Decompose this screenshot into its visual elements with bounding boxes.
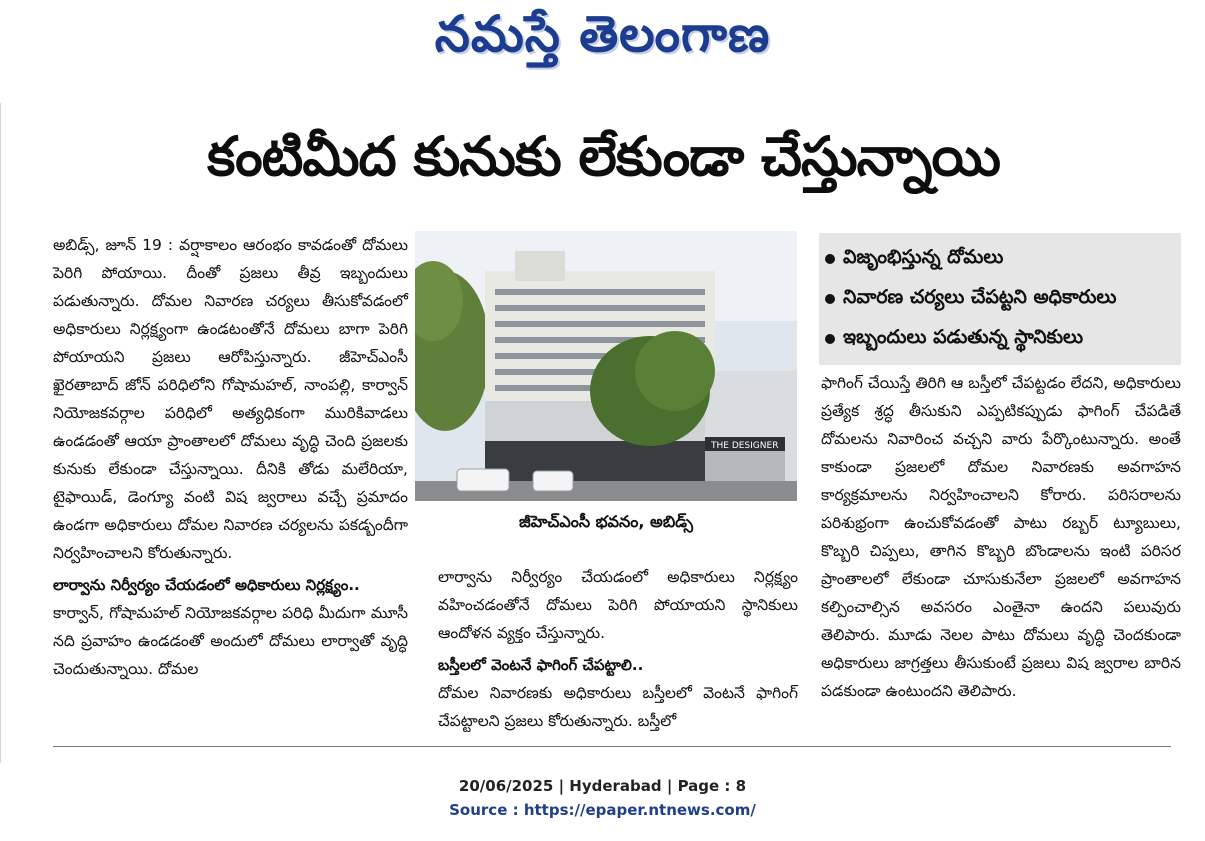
paragraph: ఫాగింగ్ చేయిస్తే తిరిగి ఆ బస్తీలో చేపట్టడం లేదని, అధికారులు ప్రత్యేక శ్రద్ధ తీసుకుని ఎప్పటికప్పుడు ఫాగింగ్ చేపడితే దోమలను నివారించ వచ్చని వారు పేర్కొంటున్నారు. అంతే కాకుండా ప్రజలలో దోమల నివారణకు అవగాహన కార్యక్రమాలను నిర్వహించాలని కోరారు. పరిసరాలను పరిశుభ్రంగా ఉంచుకోవడంతో పాటు రబ్బర్ ట్యూబులు, కొబ్బరి చిప్పలు, తాగిన కొబ్బరి బొండాలను ఇంటి పరిసర ప్రాంతాలలో లేకుండా చూసుకునేలా ప్రజలలో అవగాహన కల్పించాల్సిన అవసరం ఎంతైనా ఉందని పలువురు తెలిపారు. మూడు నెలల పాటు దోమలు వృద్ధి చెందకుండా అధికారులు జాగ్రత్తలు తీసుకుంటే ప్రజలు విష జ్వరాల బారిన పడకుండా ఉంటుందని తెలిపారు. (821, 374, 1181, 700)
subheading: బస్తీలలో వెంటనే ఫాగింగ్ చేపట్టాలి.. (438, 656, 644, 674)
bottom-rule (53, 746, 1171, 747)
highlight-text: ఇబ్బందులు పడుతున్న స్థానికులు (843, 325, 1084, 348)
page-footer (0, 774, 1205, 822)
edition-info: 20/06/2025 | Hyderabad | Page : 8 (458, 777, 747, 795)
highlight-text: నివారణ చర్యలు చేపట్టని అధికారులు (843, 285, 1117, 308)
subheading: లార్వాను నిర్వీర్యం చేయడంలో అధికారులు నిర్లక్ష్యం.. (53, 576, 360, 594)
highlight-item (825, 239, 1175, 279)
article-column-2 (438, 563, 798, 735)
article-clip (0, 103, 1205, 763)
source-link[interactable]: Source : https://epaper.ntnews.com/ (449, 801, 756, 819)
highlight-item (825, 319, 1175, 359)
photo-caption: జీహెచ్ఎంసీ భవనం, అబిడ్స్ (519, 511, 693, 531)
article-column-3 (821, 369, 1181, 705)
masthead (0, 0, 1205, 80)
bullet-icon (825, 334, 835, 344)
paragraph: కార్వాన్, గోషామహల్ నియోజకవర్గాల పరిధి మీదుగా మూసీ నది ప్రవాహం ఉండడంతో అందులో దోమలు లార్వాతో వృద్ధి చెందుతున్నాయి. దోమల (53, 604, 408, 678)
paragraph: లార్వాను నిర్వీర్యం చేయడంలో అధికారులు నిర్లక్ష్యం వహించడంతోనే దోమలు పెరిగి పోయాయని స్థానికులు ఆందోళన వ్యక్తం చేస్తున్నారు. (438, 568, 798, 642)
building-photo (415, 231, 797, 601)
newspaper-logo: నమస్తే తెలంగాణ (434, 4, 771, 63)
bullet-icon (825, 294, 835, 304)
highlights-box (819, 233, 1181, 365)
building-photo-image (415, 231, 797, 501)
highlight-item (825, 279, 1175, 319)
article-headline: కంటిమీద కునుకు లేకుండా చేస్తున్నాయి (207, 124, 1000, 188)
bullet-icon (825, 254, 835, 264)
paragraph: దోమల నివారణకు అధికారులు బస్తీలలో వెంటనే ఫాగింగ్ చేపట్టాలని ప్రజలు కోరుతున్నారు. బస్తీలో (438, 684, 798, 730)
article-column-1 (53, 231, 408, 683)
paragraph: అబిడ్స్, జూన్ 19 : వర్షాకాలం ఆరంభం కావడంతో దోమలు పెరిగి పోయాయి. దీంతో ప్రజలు తీవ్ర ఇబ్బందులు పడుతున్నారు. దోమల నివారణ చర్యలు తీసుకోవడంలో అధికారులు నిర్లక్ష్యంగా ఉండటంతోనే దోమలు బాగా పెరిగి పోయాయని ప్రజలు ఆరోపిస్తున్నారు. జీహెచ్ఎంసీ ఖైరతాబాద్ జోన్ పరిధిలోని గోషామహల్, నాంపల్లి, కార్వాన్ నియోజకవర్గాల పరిధిలో అత్యధికంగా మురికివాడలు ఉండడంతో ఆయా ప్రాంతాలలో దోమలు వృద్ధి చెంది ప్రజలకు కునుకు లేకుండా చేస్తున్నాయి. దీనికి తోడు మలేరియా, టైఫాయిడ్, డెంగ్యూ వంటి విష జ్వరాలు వచ్చే ప్రమాదం ఉండగా అధికారులు దోమల నివారణ చర్యలను పకడ్బందీగా నిర్వహించాలని కోరుతున్నారు. (53, 236, 408, 562)
highlight-text: విజృంభిస్తున్న దోమలు (843, 245, 1004, 268)
shop-sign-text: THE DESIGNER (711, 441, 779, 451)
